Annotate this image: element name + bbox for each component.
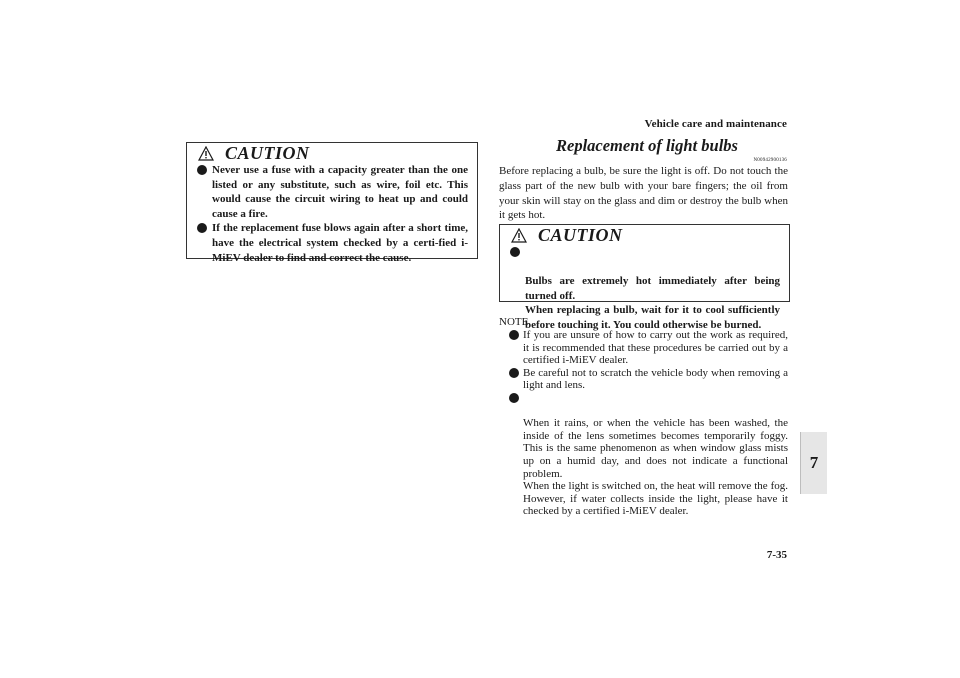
note-item [499,367,788,392]
caution-item [500,245,789,333]
note-item [499,392,788,518]
bullet-icon [197,223,207,233]
bullet-icon [197,165,207,175]
bullet-icon [510,247,520,257]
caution-item [187,163,477,221]
caution-item-text: If the replacement fuse blows again after a short time, have the electrical system checked by a certi-fied i-MiEV dealer to find and correct the cause. [212,222,468,264]
bullet-icon [509,368,519,378]
caution-label: CAUTION [538,225,623,245]
caution-item-text: Bulbs are extremely hot immediately after being turned off. When replacing a bulb, wait for it to cool sufficiently before touching it. You could otherwise be burned. [525,275,780,331]
caution-list [187,163,477,265]
caution-box-fuse [186,142,478,264]
caution-list [500,245,789,333]
note-item-text: When it rains, or when the vehicle has been washed, the inside of the lens sometimes becomes temporarily foggy. This is the same phenomenon as when window glass mists up on a humid day, and does not indicate a functional problem. When the light is switched on, the heat will remove the fog. However, if water collects inside the light, please have it checked by a certified i-MiEV dealer. [523,417,788,518]
warning-triangle-icon [198,146,214,161]
bullet-icon [509,330,519,340]
warning-triangle-icon [511,228,527,243]
caution-header [500,225,789,245]
note-list [499,329,788,518]
note-item-text: Be careful not to scratch the vehicle body when removing a light and lens. [523,366,788,392]
note-item-text: If you are unsure of how to carry out the work as required, it is recommended that these procedures be carried out by a certified i-MiEV dealer. [523,329,788,367]
caution-item [187,221,477,265]
note-heading: NOTE [499,316,529,328]
section-code: N00942900136 [753,158,787,163]
section-title: Replacement of light bulbs [556,136,738,155]
caution-item-text: Never use a fuse with a capacity greater than the one listed or any substitute, such as wire, foil etc. This would cause the circuit wiring to heat up and could cause a fire. [212,164,468,220]
page-header-title: Vehicle care and maintenance [644,118,787,130]
page-number: 7-35 [766,549,787,561]
chapter-tab [800,432,827,494]
caution-label: CAUTION [225,143,310,163]
chapter-number: 7 [809,453,819,472]
note-item [499,329,788,367]
bullet-icon [509,393,519,403]
intro-paragraph: Before replacing a bulb, be sure the light is off. Do not touch the glass part of the new bulb with your bare fingers; the oil from your skin will stay on the glass and dim or destroy the bulb when it gets hot. [499,165,788,222]
caution-header [187,143,477,163]
